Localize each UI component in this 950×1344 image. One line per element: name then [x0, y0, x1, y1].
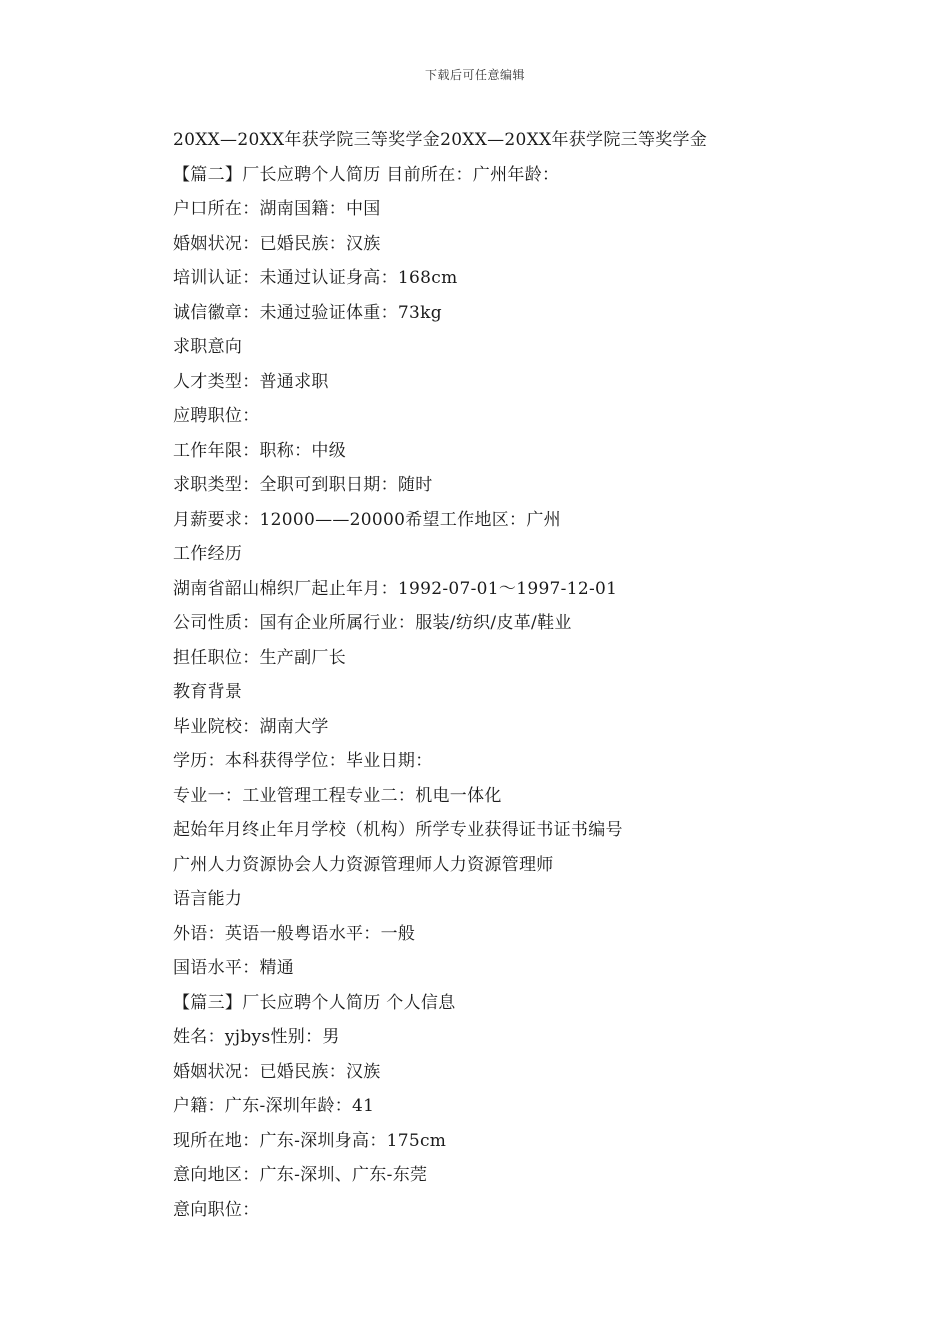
text-line: 应聘职位：: [173, 406, 260, 426]
text-line: 学历：本科获得学位：毕业日期：: [173, 751, 433, 771]
text-line: 求职类型：全职可到职日期：随时: [173, 475, 433, 495]
text-line: 担任职位：生产副厂长: [173, 647, 346, 668]
text-line: 意向职位：: [173, 1199, 260, 1220]
text-line: 现所在地：广东-深圳身高：175cm: [173, 1130, 447, 1151]
text-line: 婚姻状况：已婚民族：汉族: [173, 1061, 381, 1082]
subsection-heading: 工作经历: [173, 544, 243, 564]
text-line: 起始年月终止年月学校（机构）所学专业获得证书证书编号: [173, 820, 623, 840]
text-line: 婚姻状况：已婚民族：汉族: [173, 233, 381, 254]
text-line: 培训认证：未通过认证身高：168cm: [173, 268, 458, 288]
text-line: 人才类型：普通求职: [173, 371, 329, 392]
subsection-heading: 语言能力: [173, 889, 243, 909]
text-line: 工作年限：职称：中级: [173, 440, 346, 461]
header-note: 下载后可任意编辑: [424, 68, 525, 82]
text-line: 意向地区：广东-深圳、广东-东莞: [173, 1165, 428, 1185]
subsection-heading: 求职意向: [173, 337, 243, 357]
text-line: 20XX—20XX年获学院三等奖学金20XX—20XX年获学院三等奖学金: [173, 130, 708, 150]
text-line: 公司性质：国有企业所属行业：服装/纺织/皮革/鞋业: [173, 613, 572, 633]
text-line: 国语水平：精通: [173, 958, 295, 978]
text-line: 户口所在：湖南国籍：中国: [173, 199, 381, 219]
section-heading: 【篇三】厂长应聘个人简历 个人信息: [173, 992, 456, 1013]
text-line: 户籍：广东-深圳年龄：41: [173, 1096, 375, 1116]
section-heading: 【篇二】厂长应聘个人简历 目前所在：广州年龄：: [173, 164, 560, 185]
document-body: [173, 123, 793, 1227]
text-line: 月薪要求：12000——20000希望工作地区：广州: [173, 509, 561, 530]
text-line: 姓名：yjbys性别：男: [173, 1027, 340, 1047]
text-line: 诚信徽章：未通过验证体重：73kg: [173, 302, 442, 323]
text-line: 湖南省韶山棉织厂起止年月：1992-07-01～1997-12-01: [173, 578, 618, 599]
text-line: 毕业院校：湖南大学: [173, 716, 329, 737]
text-line: 专业一：工业管理工程专业二：机电一体化: [173, 785, 502, 806]
text-line: 外语：英语一般粤语水平：一般: [173, 923, 416, 944]
subsection-heading: 教育背景: [173, 682, 243, 702]
text-line: 广州人力资源协会人力资源管理师人力资源管理师: [173, 854, 554, 875]
